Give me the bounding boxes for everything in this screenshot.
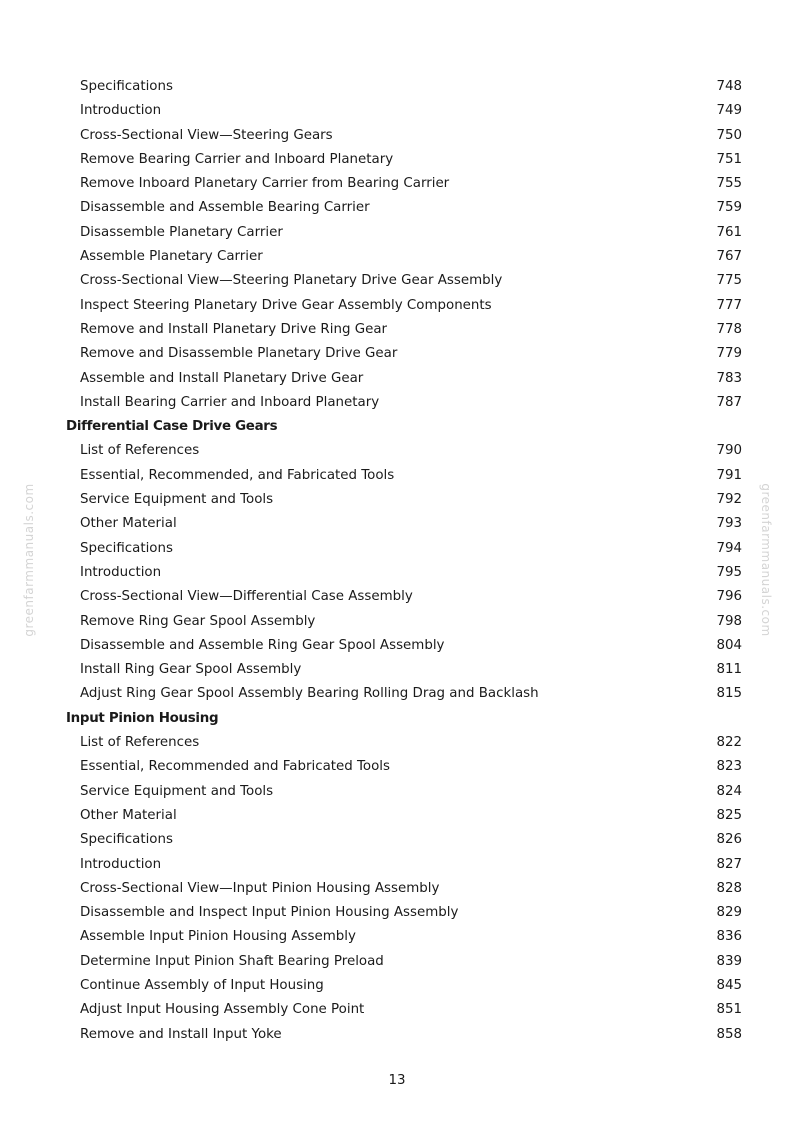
toc-entry[interactable] — [0, 804, 794, 828]
entry-title: Specifications — [80, 832, 173, 848]
toc-entry[interactable] — [0, 877, 794, 901]
entry-page-number: 783 — [716, 370, 742, 386]
toc-entry[interactable] — [0, 974, 794, 998]
entry-title: Cross-Sectional View—Steering Gears — [80, 127, 333, 143]
toc-entry[interactable] — [0, 148, 794, 172]
entry-page-number: 792 — [716, 492, 742, 508]
entry-page-number: 845 — [716, 977, 742, 993]
entry-page-number: 804 — [716, 637, 742, 653]
toc-entry[interactable] — [0, 294, 794, 318]
entry-page-number: 826 — [716, 832, 742, 848]
entry-title: Inspect Steering Planetary Drive Gear Assembly Components — [80, 297, 492, 313]
toc-entry[interactable] — [0, 512, 794, 536]
entry-title: Introduction — [80, 856, 162, 872]
entry-title: Adjust Input Housing Assembly Cone Point — [80, 1002, 365, 1018]
entry-page-number: 795 — [716, 564, 742, 580]
entry-title: Disassemble and Assemble Ring Gear Spool Assembly — [80, 637, 445, 653]
entry-title: Install Ring Gear Spool Assembly — [80, 662, 302, 678]
entry-page-number: 748 — [716, 79, 742, 94]
entry-title: Remove Ring Gear Spool Assembly — [80, 613, 316, 629]
toc-entry[interactable] — [0, 901, 794, 925]
entry-page-number: 851 — [716, 1002, 742, 1018]
entry-title: Assemble Planetary Carrier — [80, 249, 263, 265]
entry-page-number: 791 — [716, 467, 742, 483]
entry-title: Cross-Sectional View—Input Pinion Housing Assembly — [80, 880, 440, 896]
entry-page-number: 858 — [716, 1026, 742, 1042]
toc-entry[interactable] — [0, 99, 794, 123]
entry-page-number: 787 — [716, 394, 742, 410]
toc-entry[interactable] — [0, 853, 794, 877]
entry-title: Install Bearing Carrier and Inboard Planetary — [80, 394, 380, 410]
entry-page-number: 749 — [716, 103, 742, 119]
entry-page-number: 759 — [716, 200, 742, 216]
table-of-contents — [0, 75, 794, 1047]
entry-title: Determine Input Pinion Shaft Bearing Preload — [80, 953, 384, 969]
entry-page-number: 751 — [716, 151, 742, 167]
entry-page-number: 811 — [716, 662, 742, 678]
toc-entry[interactable] — [0, 925, 794, 949]
entry-title: Remove and Disassemble Planetary Drive Gear — [80, 346, 398, 362]
entry-title: Remove and Install Input Yoke — [80, 1026, 282, 1042]
entry-title: Cross-Sectional View—Differential Case Assembly — [80, 589, 413, 605]
toc-entry[interactable] — [0, 998, 794, 1022]
entry-page-number: 779 — [716, 346, 742, 362]
watermark-right: greenfarmmanuals.com — [759, 483, 773, 637]
entry-title: Other Material — [80, 516, 177, 532]
entry-title: Continue Assembly of Input Housing — [80, 977, 324, 993]
entry-page-number: 815 — [716, 686, 742, 702]
page-number: 13 — [388, 1073, 406, 1088]
entry-page-number: 829 — [716, 905, 742, 921]
toc-entry[interactable] — [0, 755, 794, 779]
toc-entry[interactable] — [0, 537, 794, 561]
entry-page-number: 839 — [716, 953, 742, 969]
toc-entry[interactable] — [0, 439, 794, 463]
entry-page-number: 750 — [716, 127, 742, 143]
toc-entry[interactable] — [0, 780, 794, 804]
entry-title: Disassemble Planetary Carrier — [80, 224, 283, 240]
entry-title: Specifications — [80, 540, 173, 556]
entry-page-number: 827 — [716, 856, 742, 872]
entry-page-number: 790 — [716, 443, 742, 459]
toc-entry[interactable] — [0, 124, 794, 148]
toc-entry[interactable] — [0, 318, 794, 342]
entry-page-number: 755 — [716, 176, 742, 192]
entry-title: Assemble and Install Planetary Drive Gear — [80, 370, 364, 386]
toc-entry[interactable] — [0, 391, 794, 415]
entry-title: Essential, Recommended, and Fabricated Tools — [80, 467, 395, 483]
toc-entry[interactable] — [0, 610, 794, 634]
toc-entry[interactable] — [0, 172, 794, 196]
entry-title: Service Equipment and Tools — [80, 783, 274, 799]
entry-title: Assemble Input Pinion Housing Assembly — [80, 929, 356, 945]
toc-entry[interactable] — [0, 731, 794, 755]
entry-page-number: 824 — [716, 783, 742, 799]
entry-title: Introduction — [80, 103, 162, 119]
entry-title: Remove Inboard Planetary Carrier from Bearing Carrier — [80, 176, 450, 192]
entry-page-number: 793 — [716, 516, 742, 532]
toc-entry[interactable] — [0, 561, 794, 585]
section-title: Input Pinion Housing — [66, 710, 219, 726]
entry-title: Introduction — [80, 564, 162, 580]
entry-page-number: 761 — [716, 224, 742, 240]
entry-title: List of References — [80, 443, 200, 459]
entry-page-number: 822 — [716, 735, 742, 751]
entry-page-number: 777 — [716, 297, 742, 313]
toc-entry[interactable] — [0, 828, 794, 852]
watermark-left: greenfarmmanuals.com — [22, 483, 36, 637]
entry-title: Adjust Ring Gear Spool Assembly Bearing Rolling Drag and Backlash — [80, 686, 539, 702]
entry-title: Disassemble and Assemble Bearing Carrier — [80, 200, 370, 216]
section-title: Differential Case Drive Gears — [66, 419, 278, 435]
toc-entry[interactable] — [0, 367, 794, 391]
entry-page-number: 775 — [716, 273, 742, 289]
entry-page-number: 836 — [716, 929, 742, 945]
toc-section-heading — [0, 707, 794, 731]
toc-entry[interactable] — [0, 634, 794, 658]
toc-entry[interactable] — [0, 342, 794, 366]
toc-entry[interactable] — [0, 1023, 794, 1047]
toc-entry[interactable] — [0, 950, 794, 974]
entry-page-number: 825 — [716, 807, 742, 823]
toc-entry[interactable] — [0, 196, 794, 220]
entry-page-number: 778 — [716, 321, 742, 337]
entry-page-number: 796 — [716, 589, 742, 605]
entry-title: Remove and Install Planetary Drive Ring Gear — [80, 321, 388, 337]
entry-page-number: 823 — [716, 759, 742, 775]
entry-title: Remove Bearing Carrier and Inboard Planetary — [80, 151, 394, 167]
toc-entry[interactable] — [0, 269, 794, 293]
entry-title: Other Material — [80, 807, 177, 823]
entry-title: Service Equipment and Tools — [80, 492, 274, 508]
entry-page-number: 767 — [716, 249, 742, 265]
toc-entry[interactable] — [0, 75, 794, 99]
toc-entry[interactable] — [0, 464, 794, 488]
toc-entry[interactable] — [0, 658, 794, 682]
toc-section-heading — [0, 415, 794, 439]
toc-entry[interactable] — [0, 221, 794, 245]
toc-entry[interactable] — [0, 585, 794, 609]
entry-page-number: 794 — [716, 540, 742, 556]
toc-entry[interactable] — [0, 488, 794, 512]
entry-title: Specifications — [80, 79, 173, 94]
entry-title: List of References — [80, 735, 200, 751]
toc-entry[interactable] — [0, 682, 794, 706]
entry-page-number: 828 — [716, 880, 742, 896]
entry-page-number: 798 — [716, 613, 742, 629]
toc-entry[interactable] — [0, 245, 794, 269]
entry-title: Cross-Sectional View—Steering Planetary Drive Gear Assembly — [80, 273, 503, 289]
entry-title: Essential, Recommended and Fabricated Tools — [80, 759, 391, 775]
entry-title: Disassemble and Inspect Input Pinion Housing Assembly — [80, 905, 459, 921]
